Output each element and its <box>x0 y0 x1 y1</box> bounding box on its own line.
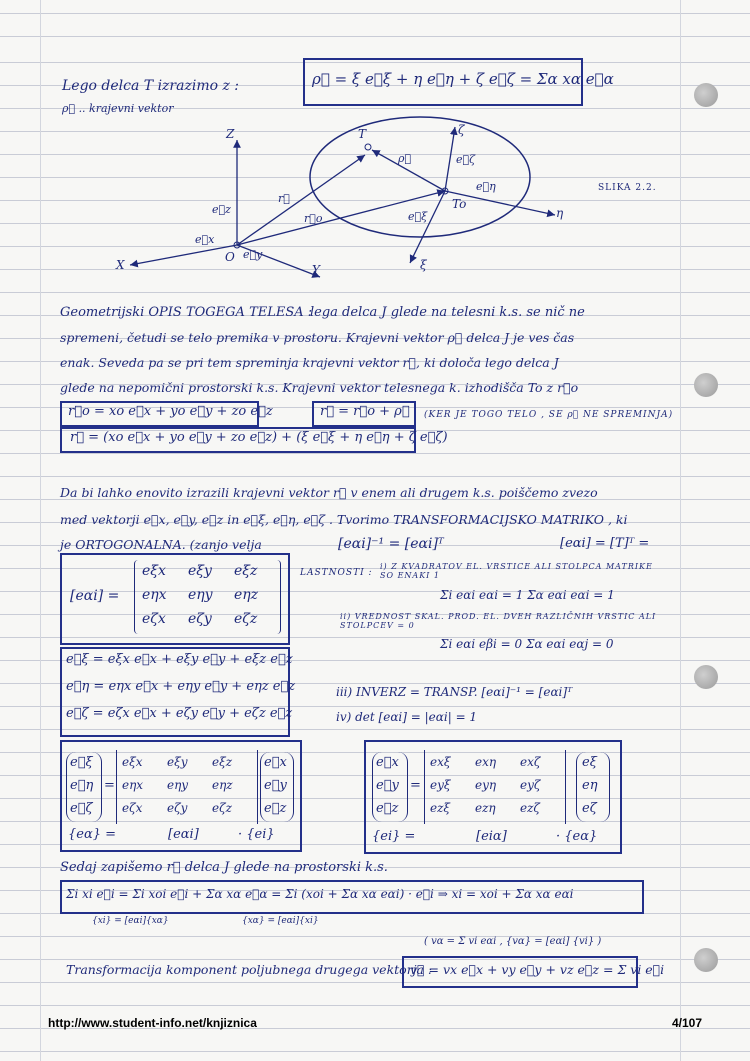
matrix-cell: eζx <box>122 801 143 815</box>
property-1-formula: Σi eαi eαi = 1 Σα eαi eαi = 1 <box>440 588 615 602</box>
formula-r0: r⃗o = xo e⃗x + yo e⃗y + zo e⃗z <box>68 404 273 419</box>
equation-sub: {xα} = [eαi]{xi} <box>242 916 319 926</box>
transpose-rule: [eαi] = [T]ᵀ = <box>560 536 650 551</box>
matrix-cell: eηy <box>188 587 213 603</box>
equals-sign: = <box>104 778 115 793</box>
component-row: e⃗ξ = eξx e⃗x + eξy e⃗y + eξz e⃗z <box>66 652 293 667</box>
system-caption: · {ei} <box>238 827 275 842</box>
label-zeta: ζ <box>458 123 465 137</box>
matrix-cell: exζ <box>520 755 541 769</box>
label-xi: ξ <box>420 258 427 272</box>
system-caption: [eiα] <box>476 829 507 844</box>
system-caption: {ei} = <box>372 829 416 844</box>
matrix-cell: exξ <box>430 755 451 769</box>
transform-top: ( vα = Σ vi eαi , {vα} = [eαi] {vi} ) <box>424 936 602 947</box>
coordinate-figure <box>110 115 670 285</box>
binder-hole <box>694 373 718 397</box>
vector-entry: eξ <box>582 755 597 770</box>
property-2-formula: Σi eαi eβi = 0 Σα eαi eαj = 0 <box>440 637 614 651</box>
matrix-cell: eyξ <box>430 778 451 792</box>
matrix-cell: eηz <box>234 587 259 603</box>
zeta-axis <box>445 127 455 191</box>
label-T0: To <box>452 197 467 211</box>
matrix-cell: eξy <box>167 755 188 769</box>
matrix-cell: eyζ <box>520 778 541 792</box>
main-formula: ρ⃗ = ξ e⃗ξ + η e⃗η + ζ e⃗ζ = Σα xα e⃗α <box>312 70 614 88</box>
figure-caption: SLIKA 2.2. <box>598 183 657 193</box>
vector-entry: e⃗y <box>264 778 287 793</box>
matrix-cell: eζy <box>167 801 188 815</box>
footer-page: 4/107 <box>672 1016 703 1030</box>
section3-intro: Sedaj zapišemo r⃗ delca J glede na prostorski k.s. <box>60 860 388 875</box>
vector-entry: e⃗x <box>376 755 399 770</box>
matrix-cell: eζx <box>142 611 166 627</box>
label-ez: e⃗z <box>212 203 231 216</box>
margin-line <box>680 0 681 1061</box>
label-eta: η <box>556 206 564 220</box>
matrix-cell: eζy <box>188 611 212 627</box>
label-ezeta: e⃗ζ <box>456 153 476 166</box>
matrix-cell: eηy <box>167 778 189 792</box>
section2-line: Da bi lahko enovito izrazili krajevni vektor r⃗ v enem ali drugem k.s. poiščemo zvezo <box>60 485 598 500</box>
inverse-rule: [eαi]⁻¹ = [eαi]ᵀ <box>338 536 444 552</box>
property-1: i) Z KVADRATOV EL. VRSTICE ALI STOLPCA MATRIKE SO ENAKI 1 <box>380 562 653 580</box>
matrix-cell: ezη <box>475 801 496 815</box>
label-ex: e⃗x <box>195 233 215 246</box>
label-rho: ρ⃗ <box>398 152 412 165</box>
property-4: iv) det [eαi] = |eαi| = 1 <box>336 710 478 724</box>
properties-heading: LASTNOSTI : <box>300 568 373 578</box>
label-ey: e⃗y <box>243 248 263 261</box>
equation-sub: {xi} = [eαi]{xα} <box>92 916 169 926</box>
matrix-cell: eηz <box>212 778 233 792</box>
property-2: ii) VREDNOST SKAL. PROD. EL. DVEH RAZLIČNIH VRSTIC ALI STOLPCEV = 0 <box>340 612 657 630</box>
formula-full: r⃗ = (xo e⃗x + yo e⃗y + zo e⃗z) + (ξ e⃗ξ + η e⃗η + ζ e⃗ζ) <box>70 430 448 445</box>
vector-entry: e⃗ζ <box>70 801 93 816</box>
vector-entry: e⃗z <box>264 801 287 816</box>
matrix-cell: eηx <box>122 778 144 792</box>
equation: Σi xi e⃗i = Σi xoi e⃗i + Σα xα e⃗α = Σi (xoi + Σα xα eαi) · e⃗i ⇒ xi = xoi + Σα xα eαi <box>66 887 574 901</box>
position-vector-note: ρ⃗ .. krajevni vektor <box>62 102 174 115</box>
matrix-cell: eξx <box>122 755 143 769</box>
vector-entry: e⃗x <box>264 755 287 770</box>
formula-r: r⃗ = r⃗o + ρ⃗ <box>320 404 410 419</box>
binder-hole <box>694 948 718 972</box>
xi-axis <box>410 191 445 263</box>
rigid-note: (KER JE TOGO TELO , SE ρ⃗ NE SPREMINJA) <box>424 410 674 420</box>
label-exi: e⃗ξ <box>408 210 428 223</box>
section1-title: Geometrijski OPIS TOGEGA TELESA : <box>60 305 313 320</box>
label-T: T <box>358 127 367 141</box>
system-caption: [eαi] <box>168 827 199 842</box>
section2-line: med vektorji e⃗x, e⃗y, e⃗z in e⃗ξ, e⃗η, e⃗ζ . Tvorimo TRANSFORMACIJSKO MATRIKO , ki <box>60 512 628 527</box>
matrix-cell: eζz <box>212 801 232 815</box>
matrix-cell: eξy <box>188 563 212 579</box>
vector-entry: eη <box>582 778 598 793</box>
component-row: e⃗η = eηx e⃗x + eηy e⃗y + eηz e⃗z <box>66 679 296 694</box>
matrix-label: [eαi] = <box>70 588 120 604</box>
matrix-cell: ezξ <box>430 801 451 815</box>
label-r0: r⃗o <box>304 212 323 225</box>
system-caption: {eα} = <box>68 827 117 842</box>
label-Z: Z <box>226 127 235 141</box>
matrix-cell: eζz <box>234 611 258 627</box>
binder-hole <box>694 83 718 107</box>
matrix-cell: eyη <box>475 778 497 792</box>
vector-entry: e⃗ξ <box>70 755 93 770</box>
r-vector <box>237 155 365 245</box>
point-T <box>365 144 371 150</box>
transform-title: Transformacija komponent poljubnega drugega vektorja : <box>66 962 433 977</box>
label-O: O <box>225 250 235 264</box>
component-row: e⃗ζ = eζx e⃗x + eζy e⃗y + eζz e⃗z <box>66 706 293 721</box>
label-eeta: e⃗η <box>476 180 496 193</box>
equals-sign: = <box>410 778 421 793</box>
section1-line: enak. Seveda pa se pri tem spreminja krajevni vektor r⃗, ki določa lego delca J <box>60 355 559 370</box>
matrix-cell: ezζ <box>520 801 540 815</box>
section1-line: glede na nepomični prostorski k.s. Krajevni vektor telesnega k. izhodišča To z r⃗o <box>60 380 579 395</box>
transform-formula: v⃗ = vx e⃗x + vy e⃗y + vz e⃗z = Σ vi e⃗i <box>410 962 665 977</box>
footer-url[interactable]: http://www.student-info.net/knjiznica <box>48 1016 257 1030</box>
matrix-cell: eξz <box>234 563 258 579</box>
vector-entry: e⃗η <box>70 778 94 793</box>
section2-line: je ORTOGONALNA. (zanjo velja <box>60 537 262 552</box>
matrix-cell: eξz <box>212 755 233 769</box>
section1-line: spremeni, četudi se telo premika v prostoru. Krajevni vektor ρ⃗ delca J je ves čas <box>60 330 575 345</box>
margin-line <box>40 0 41 1061</box>
vector-entry: e⃗z <box>376 801 399 816</box>
vector-entry: e⃗y <box>376 778 399 793</box>
property-3: iii) INVERZ = TRANSP. [eαi]⁻¹ = [eαi]ᵀ <box>336 685 573 699</box>
section1-line: lega delca J glede na telesni k.s. se nič ne <box>310 305 585 320</box>
system-caption: · {eα} <box>556 829 598 844</box>
label-Y: Y <box>312 263 320 277</box>
vector-entry: eζ <box>582 801 597 816</box>
label-X: X <box>116 258 125 272</box>
binder-hole <box>694 665 718 689</box>
matrix-cell: eξx <box>142 563 166 579</box>
label-r: r⃗ <box>278 192 290 205</box>
position-intro: Lego delca T izrazimo z : <box>62 78 240 94</box>
x-axis <box>130 245 237 265</box>
matrix-cell: eηx <box>142 587 167 603</box>
matrix-cell: exη <box>475 755 497 769</box>
